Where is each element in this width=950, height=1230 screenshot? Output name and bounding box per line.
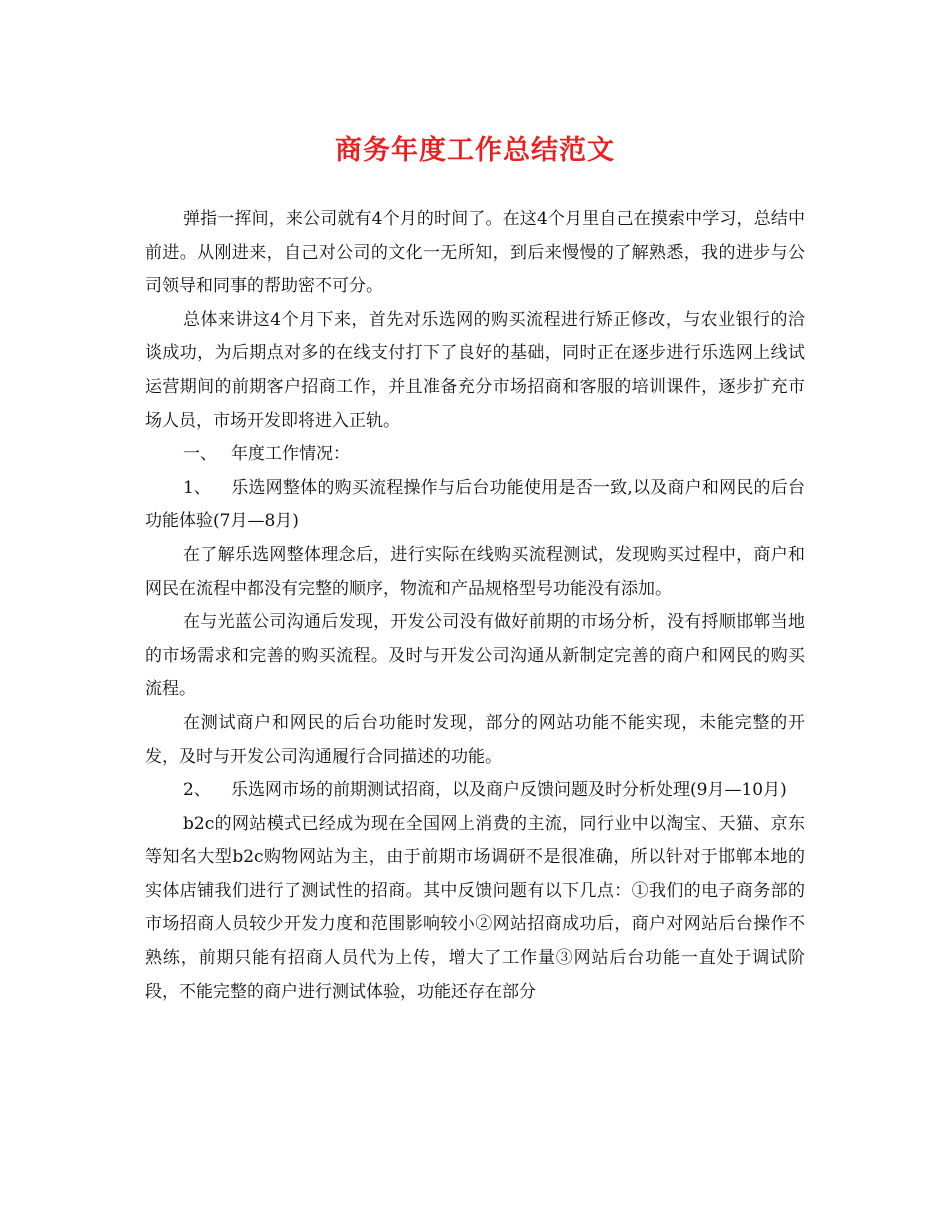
item-heading-text: 乐选网市场的前期测试招商，以及商户反馈问题及时分析处理(9月—10月) xyxy=(231,780,787,801)
item-heading-text: 乐选网整体的购买流程操作与后台功能使用是否一致,以及商户和网民的后台功能体验(7月—8月) xyxy=(145,477,805,532)
item-paragraph: 在测试商户和网民的后台功能时发现，部分的网站功能不能实现，未能完整的开发，及时与开发公司沟通履行合同描述的功能。 xyxy=(145,712,805,767)
summary-paragraph: 总体来讲这4个月下来，首先对乐选网的购买流程进行矫正修改，与农业银行的洽谈成功，为后期点对多的在线支付打下了良好的基础，同时正在逐步进行乐选网上线试运营期间的前期客户招商工作，并且准备充分市场招商和客服的培训课件，逐步扩充市场人员，市场开发即将进入正轨。 xyxy=(145,309,805,431)
item-heading xyxy=(145,472,805,539)
item-paragraph: b2c的网站模式已经成为现在全国网上消费的主流，同行业中以淘宝、天猫、京东等知名大型b2c购物网站为主，由于前期市场调研不是很准确，所以针对于邯郸本地的实体店铺我们进行了测试性的招商。其中反馈问题有以下几点：①我们的电子商务部的市场招商人员较少开发力度和范围影响较小②网站招商成功后，商户对网站后台操作不熟练，前期只能有招商人员代为上传，增大了工作量③网站后台功能一直处于调试阶段，不能完整的商户进行测试体验，功能还存在部分 xyxy=(145,813,805,1002)
item-number: 1、 xyxy=(183,477,211,498)
item-number: 2、 xyxy=(183,780,211,801)
item-paragraph: 在了解乐选网整体理念后，进行实际在线购买流程测试，发现购买过程中，商户和网民在流程中都没有完整的顺序，物流和产品规格型号功能没有添加。 xyxy=(145,544,805,599)
section-heading xyxy=(145,438,805,472)
item-paragraph: 在与光蓝公司沟通后发现，开发公司没有做好前期的市场分析，没有捋顺邯郸当地的市场需求和完善的购买流程。及时与开发公司沟通从新制定完善的商户和网民的购买流程。 xyxy=(145,612,805,700)
item-heading xyxy=(145,774,805,808)
document-title: 商务年度工作总结范文 xyxy=(335,135,615,166)
section-number: 一、 xyxy=(183,444,217,465)
document-body xyxy=(145,203,805,1009)
section-heading-text: 年度工作情况： xyxy=(231,444,350,465)
intro-paragraph: 弹指一挥间，来公司就有4个月的时间了。在这4个月里自己在摸索中学习，总结中前进。从刚进来，自己对公司的文化一无所知，到后来慢慢的了解熟悉，我的进步与公司领导和同事的帮助密不可分。 xyxy=(145,209,805,297)
